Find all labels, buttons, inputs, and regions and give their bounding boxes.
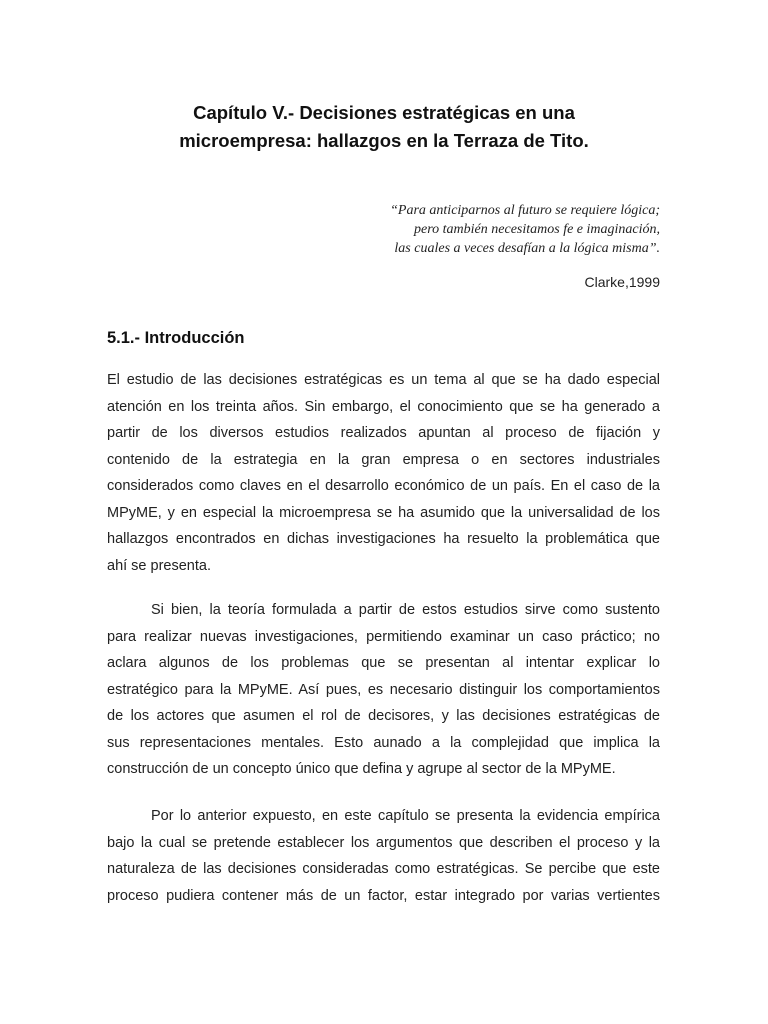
paragraph-line: estratégico para la MPyME. Así pues, es necesario distinguir los comportamientos: [107, 681, 660, 698]
paragraph-line: naturaleza de las decisiones consideradas como estratégicas. Se percibe que este: [107, 861, 660, 877]
paragraph-line: proceso pudiera contener más de un factor, estar integrado por varias vertientes: [107, 887, 660, 904]
paragraph-line: hallazgos encontrados en dichas investigaciones ha resuelto la problemática que: [107, 531, 660, 547]
paragraph-line: Si bien, la teoría formulada a partir de estos estudios sirve como sustento: [151, 602, 660, 618]
paragraph-line: sus representaciones mentales. Esto aunado a la complejidad que implica la: [107, 734, 660, 751]
paragraph-line: aclara algunos de los problemas que se presentan al intentar explicar lo: [107, 655, 660, 671]
paragraph-line: para realizar nuevas investigaciones, permitiendo examinar un caso práctico; no: [107, 628, 660, 645]
paragraph-line: El estudio de las decisiones estratégicas es un tema al que se ha dado especial: [107, 372, 660, 388]
paragraph-line: bajo la cual se pretende establecer los argumentos que describen el proceso y la: [107, 834, 660, 851]
chapter-title: [100, 99, 668, 155]
paragraph-line: MPyME, y en especial la microempresa se ha asumido que la universalidad de los: [107, 504, 660, 521]
paragraph-line: de los actores que asumen el rol de decisores, y las decisiones estratégicas de: [107, 708, 660, 724]
epigraph-quote: [390, 201, 660, 258]
chapter-title-line: Capítulo V.- Decisiones estratégicas en una: [193, 102, 575, 123]
paragraph-line: partir de los diversos estudios realizados apuntan al proceso de fijación y: [107, 425, 660, 441]
chapter-title-line: microempresa: hallazgos en la Terraza de Tito.: [179, 130, 589, 151]
section-heading: 5.1.- Introducción: [107, 329, 245, 347]
paragraph-line: construcción de un concepto único que defina y agrupe al sector de la MPyME.: [107, 761, 616, 777]
paragraph-line: considerados como claves en el desarrollo económico de un país. En el caso de la: [107, 478, 660, 494]
epigraph-attribution: Clarke,1999: [584, 274, 660, 290]
epigraph-line: las cuales a veces desafían a la lógica misma”.: [394, 241, 660, 256]
paragraph-line: Por lo anterior expuesto, en este capítulo se presenta la evidencia empírica: [151, 808, 660, 824]
paragraph-line: contenido de la estrategia en la gran empresa o en sectores industriales: [107, 451, 660, 468]
paragraph-line: ahí se presenta.: [107, 557, 211, 574]
epigraph-line: pero también necesitamos fe e imaginación,: [414, 222, 660, 237]
paragraph-2: [107, 597, 660, 783]
paragraph-line: atención en los treinta años. Sin embargo, el conocimiento que se ha generado a: [107, 398, 660, 415]
epigraph-line: “Para anticiparnos al futuro se requiere lógica;: [390, 203, 660, 218]
paragraph-1: [107, 367, 660, 579]
paragraph-3: [107, 803, 660, 909]
